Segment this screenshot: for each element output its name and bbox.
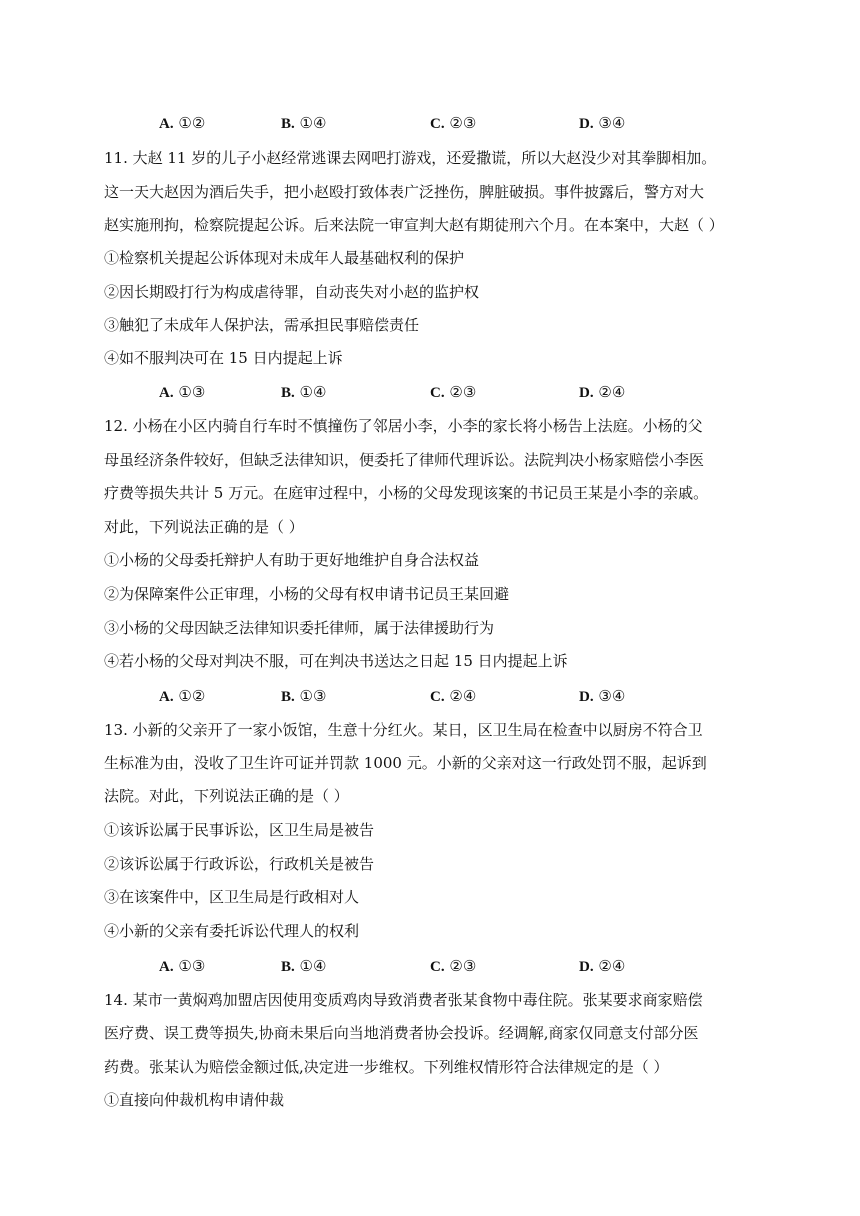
q11-statement: ②因长期殴打行为构成虐待罪，自动丧失对小赵的监护权 [104,283,480,301]
q13-option-d[interactable]: D. ②④ [579,957,626,975]
q13-stem-line: 13. 小新的父亲开了一家小饭馆，生意十分红火。某日，区卫生局在检查中以厨房不符合卫 [104,721,703,739]
q14-stem-line: 14. 某市一黄焖鸡加盟店因使用变质鸡肉导致消费者张某食物中毒住院。张某要求商家赔偿 [104,991,703,1009]
q12-option-b[interactable]: B. ①③ [281,687,327,705]
q13-option-c[interactable]: C. ②③ [430,957,477,975]
q11-option-b[interactable]: B. ①④ [281,383,327,401]
q12-option-d[interactable]: D. ③④ [579,687,626,705]
q12-option-a[interactable]: A. ①② [159,687,206,705]
q12-stem-line: 母虽经济条件较好，但缺乏法律知识，便委托了律师代理诉讼。法院判决小杨家赔偿小李医 [104,451,705,469]
q12-statement: ②为保障案件公正审理，小杨的父母有权申请书记员王某回避 [104,585,510,603]
q10-option-b[interactable]: B. ①④ [281,114,327,132]
q10-option-c[interactable]: C. ②③ [430,114,477,132]
q12-statement: ③小杨的父母因缺乏法律知识委托律师，属于法律援助行为 [104,619,495,637]
q13-statement: ④小新的父亲有委托诉讼代理人的权利 [104,922,360,940]
q10-option-a[interactable]: A. ①② [159,114,206,132]
q13-stem-line: 生标准为由，没收了卫生许可证并罚款 1000 元。小新的父亲对这一行政处罚不服，起诉到 [104,754,707,772]
q10-option-d[interactable]: D. ③④ [579,114,626,132]
q12-stem-line: 12. 小杨在小区内骑自行车时不慎撞伤了邻居小李，小李的家长将小杨告上法庭。小杨的父 [104,417,703,435]
q13-statement: ①该诉讼属于民事诉讼，区卫生局是被告 [104,821,375,839]
q11-statement: ①检察机关提起公诉体现对未成年人最基础权利的保护 [104,249,465,267]
q14-stem-line: 药费。张某认为赔偿金额过低,决定进一步维权。下列维权情形符合法律规定的是（ ） [104,1058,669,1076]
q13-statement: ②该诉讼属于行政诉讼，行政机关是被告 [104,855,375,873]
q14-statement: ①直接向仲裁机构申请仲裁 [104,1091,285,1109]
q14-stem-line: 医疗费、误工费等损失,协商未果后向当地消费者协会投诉。经调解,商家仅同意支付部分医 [104,1024,699,1042]
q13-option-b[interactable]: B. ①④ [281,957,327,975]
q11-stem-line: 11. 大赵 11 岁的儿子小赵经常逃课去网吧打游戏，还爱撒谎，所以大赵没少对其拳脚相加。 [104,149,717,167]
q12-stem-line: 对此，下列说法正确的是（ ） [104,518,304,536]
q11-stem-line: 这一天大赵因为酒后失手，把小赵殴打致体表广泛挫伤，脾脏破损。事件披露后，警方对大 [104,183,705,201]
q12-statement: ①小杨的父母委托辩护人有助于更好地维护自身合法权益 [104,551,480,569]
q11-stem-line: 赵实施刑拘，检察院提起公诉。后来法院一审宣判大赵有期徒刑六个月。在本案中，大赵（ ） [104,216,724,234]
q12-statement: ④若小杨的父母对判决不服，可在判决书送达之日起 15 日内提起上诉 [104,652,568,670]
q12-stem-line: 疗费等损失共计 5 万元。在庭审过程中，小杨的父母发现该案的书记员王某是小李的亲戚。 [104,484,709,502]
q13-stem-line: 法院。对此，下列说法正确的是（ ） [104,787,349,805]
q13-statement: ③在该案件中，区卫生局是行政相对人 [104,888,360,906]
q12-option-c[interactable]: C. ②④ [430,687,477,705]
q13-option-a[interactable]: A. ①③ [159,957,206,975]
q11-option-a[interactable]: A. ①③ [159,383,206,401]
q11-statement: ④如不服判决可在 15 日内提起上诉 [104,349,343,367]
q11-statement: ③触犯了未成年人保护法，需承担民事赔偿责任 [104,316,420,334]
q11-option-d[interactable]: D. ②④ [579,383,626,401]
q11-option-c[interactable]: C. ②③ [430,383,477,401]
